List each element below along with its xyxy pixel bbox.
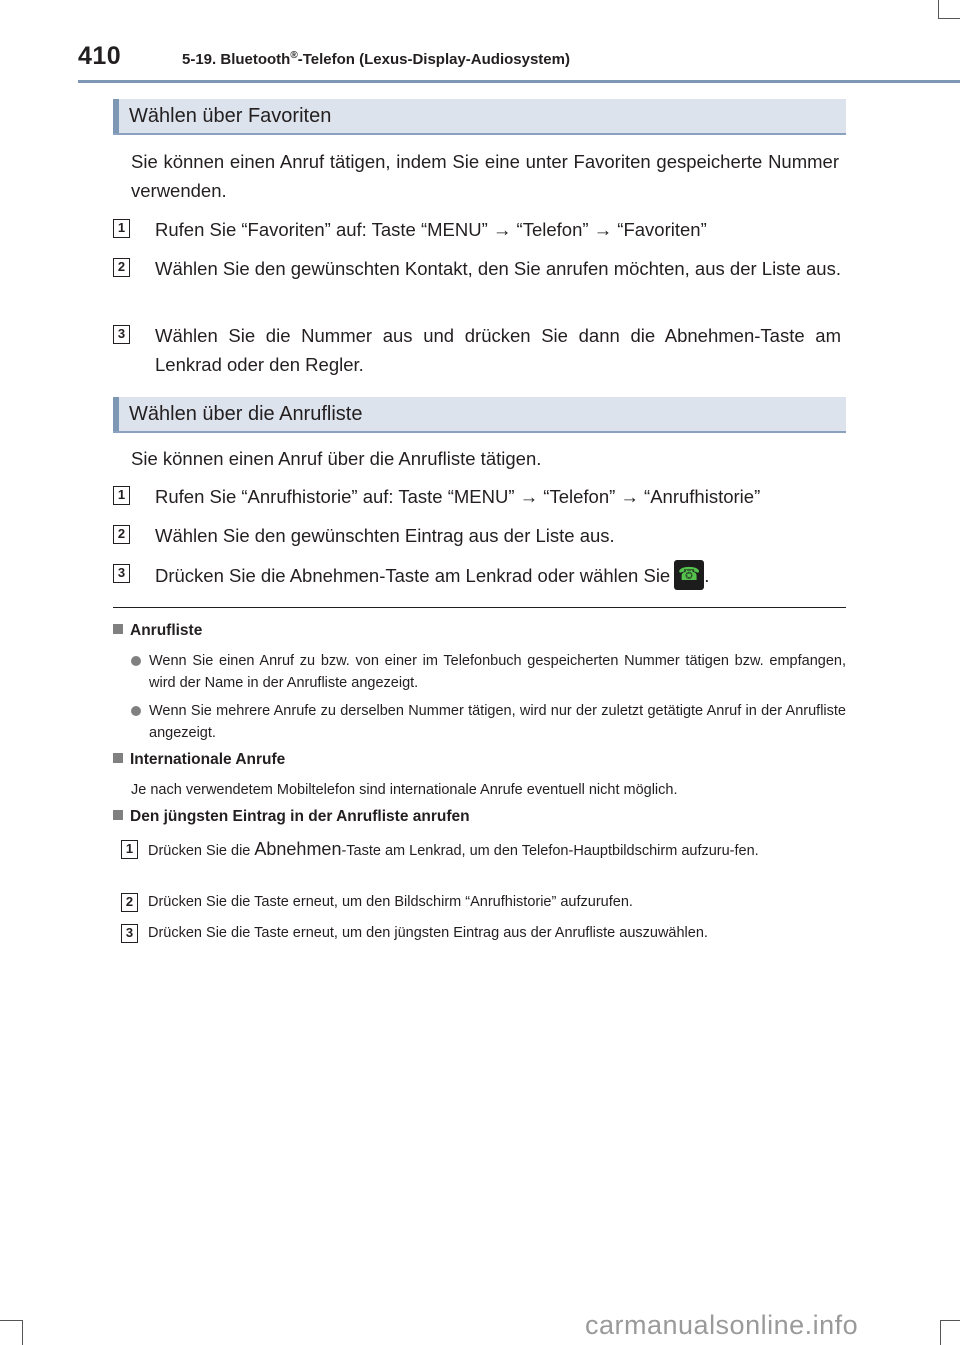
step-text-suffix: . <box>704 565 710 586</box>
bullet-item <box>131 650 846 694</box>
note-heading-latest <box>113 808 470 826</box>
note-heading-text: Anrufliste <box>130 622 203 639</box>
step-text: Wählen Sie die Nummer aus und drücken Sie dann die Abnehmen-Taste am Lenkrad oder den Regler. <box>155 325 841 375</box>
page-number: 410 <box>78 42 122 70</box>
section-heading-anrufliste <box>113 397 846 433</box>
section-accent <box>113 99 119 133</box>
crop-mark <box>940 1320 941 1345</box>
square-bullet-icon <box>113 810 123 820</box>
step-text <box>155 560 841 590</box>
sub-step-text-post: -Taste am Lenkrad, um den Telefon-Hauptbildschirm aufzuru-fen. <box>341 843 759 859</box>
bullet-text: Wenn Sie einen Anruf zu bzw. von einer im Telefonbuch gespeicherten Nummer tätigen bzw. empfangen, wird der Name in der Anrufliste angezeigt. <box>149 653 846 691</box>
step-number: 3 <box>113 325 130 344</box>
page-header <box>78 40 960 82</box>
step-text: Wählen Sie den gewünschten Eintrag aus der Liste aus. <box>155 525 615 546</box>
chapter-title-suffix: -Telefon (Lexus-Display-Audiosystem) <box>297 51 570 68</box>
phone-pickup-icon <box>674 560 704 590</box>
crop-mark <box>940 1320 960 1321</box>
crop-mark <box>938 0 939 18</box>
square-bullet-icon <box>113 624 123 634</box>
crop-mark <box>22 1320 23 1345</box>
step-number: 1 <box>113 486 130 505</box>
sub-step-text: Drücken Sie die Taste erneut, um den jüngsten Eintrag aus der Anrufliste auszuwählen. <box>148 925 708 941</box>
note-heading-international <box>113 751 285 769</box>
sub-step-text <box>148 838 846 862</box>
bullet-dot-icon <box>131 706 141 716</box>
bullet-text: Wenn Sie mehrere Anrufe zu derselben Nummer tätigen, wird nur der zuletzt getätigte Anruf in der Anrufliste angezeigt. <box>149 703 846 741</box>
bullet-dot-icon <box>131 656 141 666</box>
section-title: Wählen über Favoriten <box>129 105 332 127</box>
divider <box>113 607 846 608</box>
step-number: 2 <box>113 525 130 544</box>
watermark: carmanualsonline.info <box>585 1310 859 1340</box>
section-heading-favoriten <box>113 99 846 135</box>
sub-step-text: Drücken Sie die Taste erneut, um den Bildschirm “Anrufhistorie” aufzurufen. <box>148 894 633 910</box>
sub-step-number: 2 <box>121 893 138 912</box>
crop-mark <box>0 1320 22 1321</box>
registered-mark: ® <box>290 50 298 61</box>
crop-mark <box>938 18 960 19</box>
sub-step-text-pre: Drücken Sie die <box>148 843 255 859</box>
step-text: Rufen Sie “Anrufhistorie” auf: Taste “MENU” → “Telefon” → “Anrufhistorie” <box>155 486 761 507</box>
note-heading-text: Internationale Anrufe <box>130 751 286 768</box>
step-number: 1 <box>113 219 130 238</box>
section-title: Wählen über die Anrufliste <box>129 403 363 425</box>
chapter-title <box>182 50 570 68</box>
square-bullet-icon <box>113 753 123 763</box>
phone-glyph: ☎ <box>678 564 701 584</box>
note-text: Je nach verwendetem Mobiltelefon sind internationale Anrufe eventuell nicht möglich. <box>131 782 678 798</box>
step-number: 2 <box>113 258 130 277</box>
section-accent <box>113 397 119 431</box>
chapter-title-prefix: 5-19. Bluetooth <box>182 51 291 68</box>
sub-step-number: 3 <box>121 924 138 943</box>
sub-step-number: 1 <box>121 840 138 859</box>
step-number: 3 <box>113 564 130 583</box>
step-text: Rufen Sie “Favoriten” auf: Taste “MENU” → “Telefon” → “Favoriten” <box>155 219 707 240</box>
sub-step-text-emph: Abnehmen <box>254 839 342 859</box>
section-intro: Sie können einen Anruf tätigen, indem Sie eine unter Favoriten gespeicherte Nummer verwenden. <box>131 151 839 201</box>
note-heading-anrufliste <box>113 622 202 640</box>
header-rule <box>78 80 960 83</box>
bullet-item <box>131 700 846 744</box>
note-heading-text: Den jüngsten Eintrag in der Anrufliste anrufen <box>130 808 470 825</box>
step-text-main: Drücken Sie die Abnehmen-Taste am Lenkrad oder wählen Sie <box>155 565 671 586</box>
step-text: Wählen Sie den gewünschten Kontakt, den Sie anrufen möchten, aus der Liste aus. <box>155 258 841 279</box>
section-intro: Sie können einen Anruf über die Anrufliste tätigen. <box>131 448 542 469</box>
